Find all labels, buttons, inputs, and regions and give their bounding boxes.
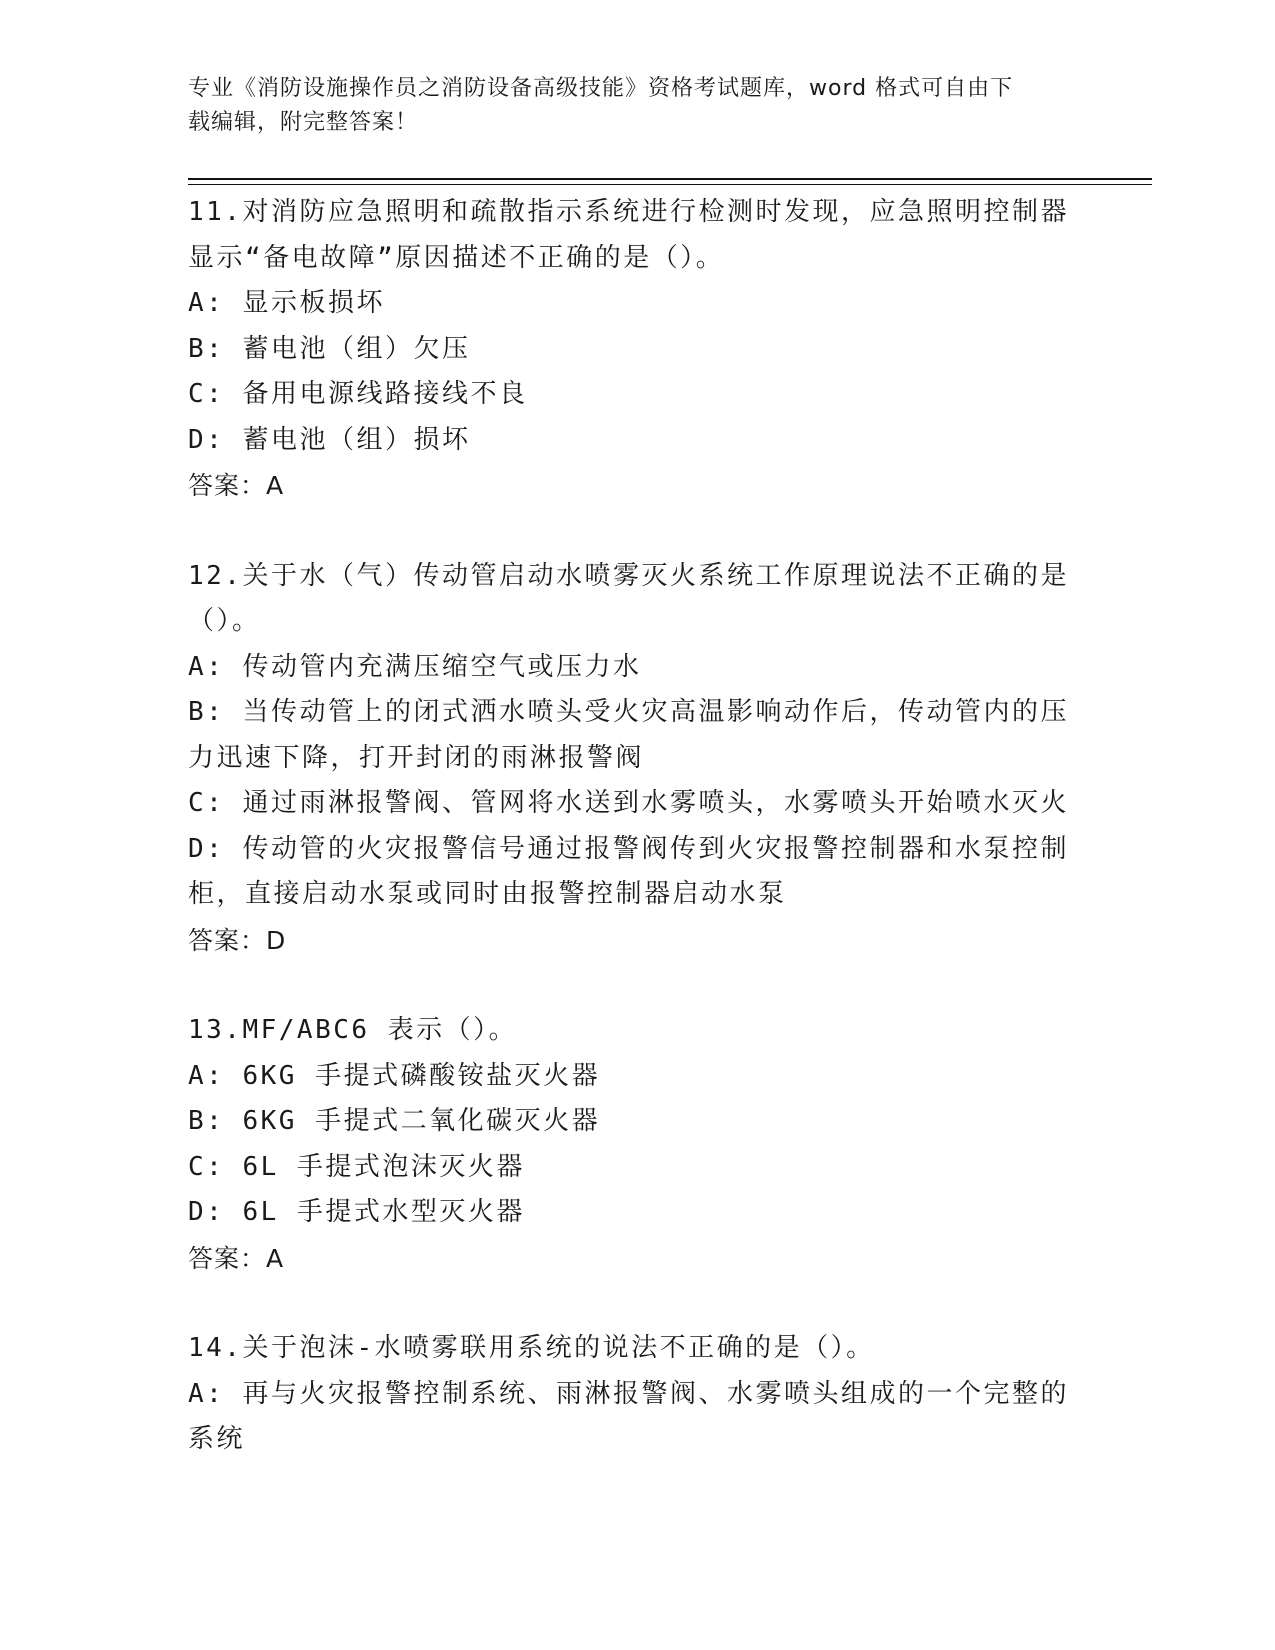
option-d: D: 传动管的火灾报警信号通过报警阀传到火灾报警控制器和水泵控制柜，直接启动水泵或同时由报警控制器启动水泵 bbox=[188, 833, 1069, 909]
document-header bbox=[188, 72, 1088, 140]
header-divider-thick bbox=[188, 178, 1152, 180]
answer: 答案：D bbox=[188, 925, 287, 955]
option-b: B: 当传动管上的闭式洒水喷头受火灾高温影响动作后，传动管内的压力迅速下降，打开封闭的雨淋报警阀 bbox=[188, 697, 1069, 773]
answer: 答案：A bbox=[188, 1243, 285, 1273]
option-b: B: 蓄电池（组）欠压 bbox=[188, 333, 471, 364]
question-stem: 11.对消防应急照明和疏散指示系统进行检测时发现，应急照明控制器显示“备电故障”原因描述不正确的是（）。 bbox=[188, 197, 1069, 273]
option-a: A: 6KG 手提式磷酸铵盐灭火器 bbox=[188, 1060, 601, 1091]
question-stem: 13.MF/ABC6 表示（）。 bbox=[188, 1015, 518, 1045]
option-d: D: 蓄电池（组）损坏 bbox=[188, 424, 471, 455]
header-line-2: 载编辑，附完整答案！ bbox=[188, 110, 419, 135]
option-b: B: 6KG 手提式二氧化碳灭火器 bbox=[188, 1106, 601, 1136]
question-list bbox=[188, 190, 1078, 1508]
option-c: C: 通过雨淋报警阀、管网将水送到水雾喷头，水雾喷头开始喷水灭火 bbox=[188, 788, 1069, 818]
answer: 答案：A bbox=[188, 471, 285, 500]
question-stem: 14.关于泡沫-水喷雾联用系统的说法不正确的是（）。 bbox=[188, 1333, 875, 1363]
question-11 bbox=[188, 190, 1078, 509]
header-divider-thin bbox=[188, 184, 1152, 185]
question-12 bbox=[188, 554, 1078, 964]
header-line-1: 专业《消防设施操作员之消防设备高级技能》资格考试题库，word 格式可自由下 bbox=[188, 76, 1014, 101]
question-13 bbox=[188, 1008, 1078, 1281]
option-d: D: 6L 手提式水型灭火器 bbox=[188, 1197, 525, 1227]
question-14 bbox=[188, 1326, 1078, 1463]
option-c: C: 6L 手提式泡沫灭火器 bbox=[188, 1151, 525, 1182]
option-a: A: 再与火灾报警控制系统、雨淋报警阀、水雾喷头组成的一个完整的系统 bbox=[188, 1378, 1069, 1454]
option-a: A: 传动管内充满压缩空气或压力水 bbox=[188, 651, 642, 682]
option-c: C: 备用电源线路接线不良 bbox=[188, 379, 528, 409]
question-stem: 12.关于水（气）传动管启动水喷雾灭火系统工作原理说法不正确的是（）。 bbox=[188, 560, 1069, 636]
option-a: A: 显示板损坏 bbox=[188, 288, 385, 318]
